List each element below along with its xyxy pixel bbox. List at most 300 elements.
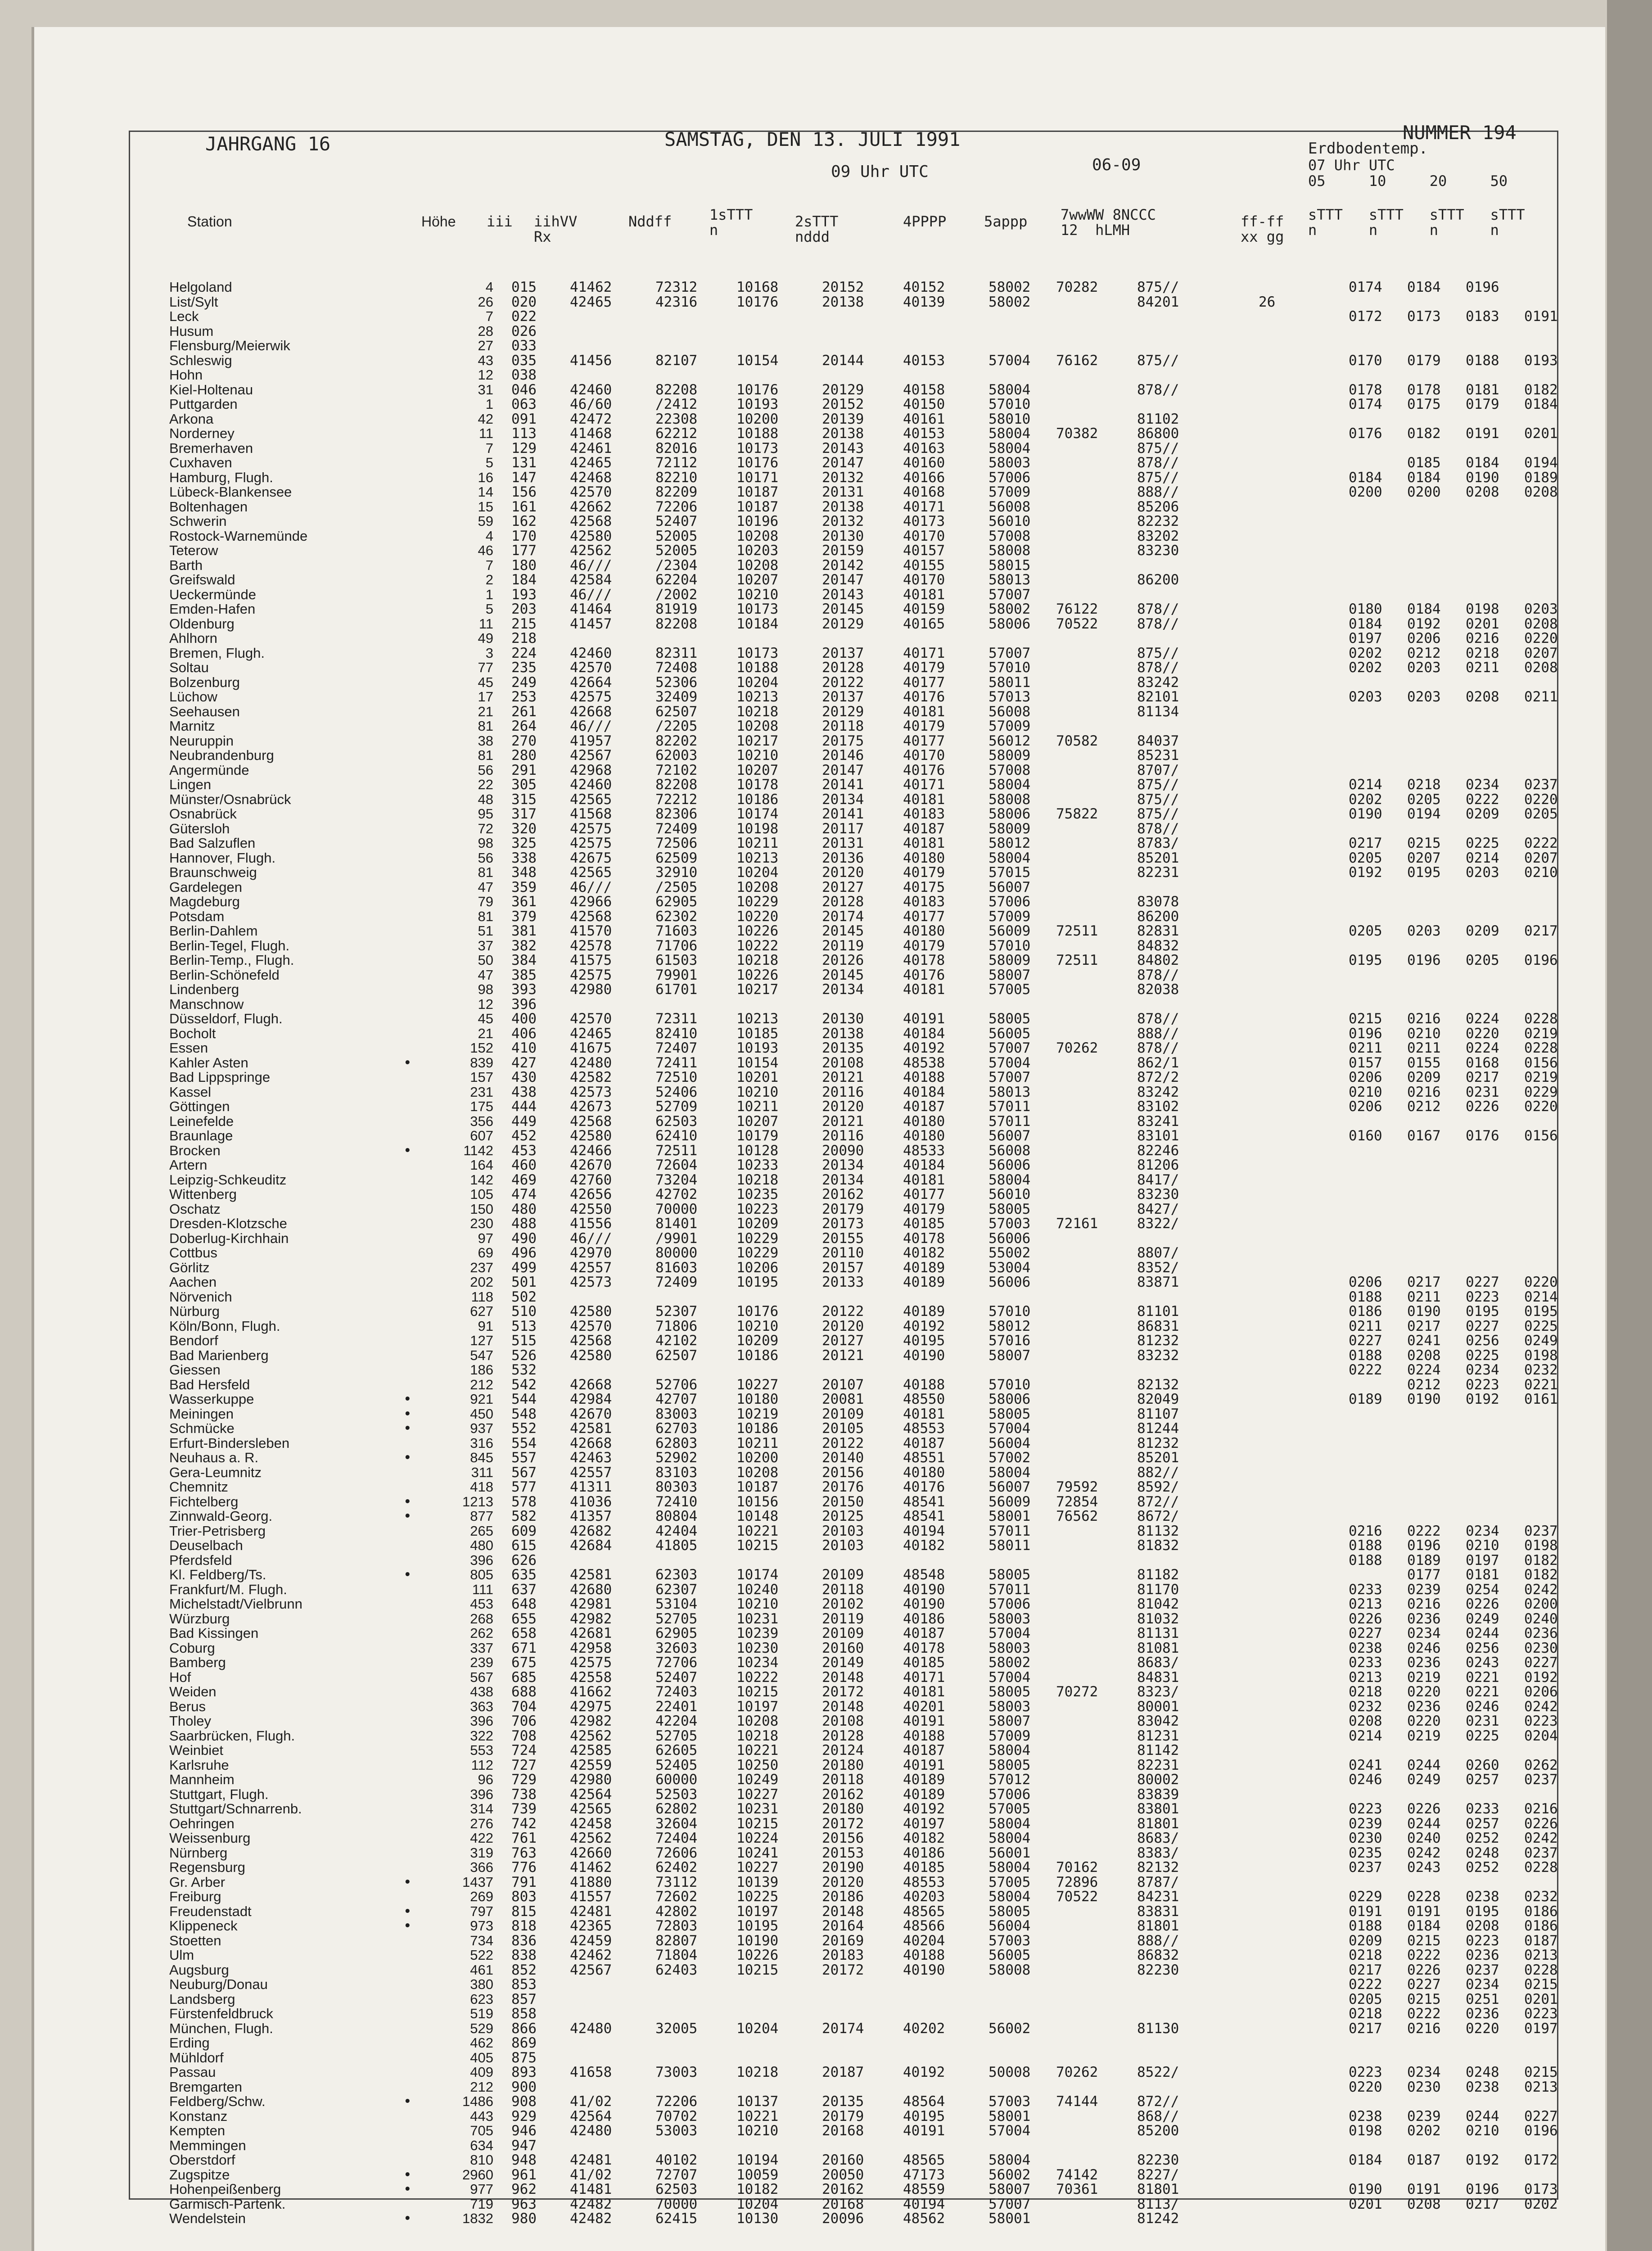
soil-50: 0219 <box>1524 1069 1558 1085</box>
5appp: 58004 <box>988 1742 1031 1758</box>
1sttt: 10218 <box>736 952 779 968</box>
volume-label: JAHRGANG 16 <box>205 133 331 155</box>
station-name: Berlin-Temp., Flugh. <box>169 952 294 968</box>
iii: 410 <box>511 1040 537 1056</box>
iii: 224 <box>511 645 537 661</box>
1sttt: 10186 <box>736 791 779 808</box>
station-height: 112 <box>471 1757 493 1773</box>
soil-05: 0233 <box>1349 1654 1382 1671</box>
1sttt: 10213 <box>736 850 779 866</box>
8nccc: 8683/ <box>1137 1830 1179 1846</box>
iii: 542 <box>511 1376 537 1393</box>
soil-05: 0200 <box>1349 484 1382 500</box>
station-height: 202 <box>470 1274 493 1290</box>
station-name: Hohn <box>169 367 203 383</box>
soil-20: 0214 <box>1466 850 1499 866</box>
soil-50: 0207 <box>1524 645 1558 661</box>
soil-20: 0184 <box>1466 455 1499 471</box>
soil-50: 0191 <box>1524 308 1558 325</box>
1sttt: 10059 <box>736 2166 779 2183</box>
nddff: 62905 <box>655 894 698 910</box>
8nccc: 81242 <box>1137 2210 1179 2227</box>
8nccc: 875// <box>1137 777 1179 793</box>
soil-05: 0189 <box>1349 1391 1382 1407</box>
iii: 946 <box>511 2123 537 2139</box>
1sttt: 10229 <box>736 1230 779 1247</box>
station-name: Dresden-Klotzsche <box>169 1216 287 1231</box>
iihvv: 42970 <box>570 1245 612 1261</box>
2sttt: 20159 <box>822 542 864 559</box>
table-row <box>34 1113 1605 1128</box>
mountain-marker: • <box>403 1918 412 1934</box>
soil-10: 0220 <box>1407 1713 1441 1729</box>
iihvv: 41036 <box>570 1493 612 1510</box>
soil-20: 0195 <box>1466 1903 1499 1920</box>
4pppp: 40175 <box>903 879 945 895</box>
soil-10: 0241 <box>1407 1333 1441 1349</box>
2sttt: 20118 <box>822 718 864 734</box>
2sttt: 20137 <box>822 689 864 705</box>
station-name: Neuburg/Donau <box>169 1976 268 1992</box>
2sttt: 20162 <box>822 2181 864 2197</box>
4pppp: 48562 <box>903 2210 945 2227</box>
table-row <box>34 1582 1605 1596</box>
iihvv: 42567 <box>570 747 612 764</box>
5appp: 58008 <box>988 791 1031 808</box>
4pppp: 47173 <box>903 2166 945 2183</box>
station-height: 311 <box>471 1464 493 1480</box>
mountain-marker: • <box>403 1493 412 1510</box>
2sttt: 20162 <box>822 1786 864 1803</box>
station-name: Helgoland <box>169 279 232 295</box>
table-row <box>34 1435 1605 1450</box>
2sttt: 20157 <box>822 1259 864 1276</box>
8nccc: 868// <box>1137 2108 1179 2124</box>
iihvv: 42559 <box>570 1757 612 1773</box>
table-row <box>34 1186 1605 1201</box>
8nccc: 82132 <box>1137 1859 1179 1876</box>
5appp: 57003 <box>988 1932 1031 1949</box>
table-row <box>34 2093 1605 2108</box>
iihvv: 46/60 <box>570 396 612 412</box>
soil-50: 0225 <box>1524 1318 1558 1334</box>
5appp: 56004 <box>988 1918 1031 1934</box>
8nccc: 8707/ <box>1137 762 1179 778</box>
iihvv: 42984 <box>570 1391 612 1407</box>
iihvv: 42982 <box>570 1610 612 1627</box>
nddff: 32005 <box>655 2020 698 2037</box>
soil-05: 0235 <box>1349 1844 1382 1861</box>
soil-05: 0188 <box>1349 1537 1382 1554</box>
iihvv: 46/// <box>570 557 612 574</box>
5appp: 57009 <box>988 484 1031 500</box>
nddff: /2505 <box>655 879 698 895</box>
iii: 671 <box>511 1640 537 1656</box>
8nccc: 82231 <box>1137 864 1179 881</box>
1sttt: 10229 <box>736 1245 779 1261</box>
iii: 567 <box>511 1464 537 1481</box>
nddff: 52709 <box>655 1098 698 1115</box>
1sttt: 10223 <box>736 1201 779 1217</box>
station-height: 461 <box>470 1962 493 1978</box>
1sttt: 10239 <box>736 1625 779 1641</box>
iii: 480 <box>511 1201 537 1217</box>
4pppp: 40181 <box>903 791 945 808</box>
station-height: 366 <box>470 1859 493 1875</box>
iii: 203 <box>511 601 537 617</box>
nddff: 62507 <box>655 703 698 720</box>
soil-50: 0242 <box>1524 1830 1558 1846</box>
4pppp: 40181 <box>903 1684 945 1700</box>
iii: 385 <box>511 967 537 983</box>
iii: 776 <box>511 1859 537 1876</box>
1sttt: 10204 <box>736 674 779 691</box>
5appp: 57011 <box>988 1523 1031 1539</box>
2sttt: 20186 <box>822 1889 864 1905</box>
5appp: 58004 <box>988 2152 1031 2168</box>
8nccc: 83101 <box>1137 1128 1179 1144</box>
station-name: Feldberg/Schw. <box>169 2093 266 2109</box>
soil-50: 0237 <box>1524 1772 1558 1788</box>
8nccc: 86200 <box>1137 908 1179 925</box>
8nccc: 81132 <box>1137 1523 1179 1539</box>
ff-gust: 26 <box>1259 294 1276 310</box>
5appp: 58005 <box>988 1757 1031 1773</box>
8nccc: 83230 <box>1137 542 1179 559</box>
nddff: 62303 <box>655 1567 698 1583</box>
8nccc: 875// <box>1137 469 1179 486</box>
5appp: 56008 <box>988 703 1031 720</box>
soil-20: 0209 <box>1466 806 1499 822</box>
1sttt: 10209 <box>736 1333 779 1349</box>
station-height: 72 <box>478 820 493 836</box>
soil-10: 0236 <box>1407 1610 1441 1627</box>
table-row <box>34 440 1605 455</box>
table-row <box>34 1889 1605 1903</box>
station-name: Angermünde <box>169 762 249 778</box>
5appp: 58004 <box>988 425 1031 442</box>
soil-05: 0238 <box>1349 1640 1382 1656</box>
iii: 170 <box>511 528 537 544</box>
iii: 474 <box>511 1186 537 1202</box>
4pppp: 40170 <box>903 528 945 544</box>
soil-05: 0205 <box>1349 923 1382 939</box>
5appp: 53004 <box>988 1259 1031 1276</box>
8nccc: 878// <box>1137 967 1179 983</box>
station-height: 127 <box>470 1333 493 1348</box>
station-name: Husum <box>169 323 214 339</box>
station-height: 453 <box>470 1596 493 1612</box>
soil-10: 0184 <box>1407 279 1441 295</box>
station-name: Brocken <box>169 1142 221 1158</box>
1sttt: 10222 <box>736 937 779 954</box>
soil-10: 0189 <box>1407 1552 1441 1568</box>
7wwww: 70382 <box>1056 425 1098 442</box>
2sttt: 20135 <box>822 2093 864 2110</box>
table-row <box>34 1742 1605 1757</box>
col-1sttt: 1sTTT n <box>709 206 753 239</box>
2sttt: 20124 <box>822 1742 864 1758</box>
station-name: Göttingen <box>169 1098 230 1114</box>
2sttt: 20138 <box>822 498 864 515</box>
7wwww: 70162 <box>1056 1859 1098 1876</box>
table-row <box>34 791 1605 806</box>
soil-20: 0231 <box>1466 1713 1499 1729</box>
station-name: Essen <box>169 1040 208 1056</box>
nddff: 62703 <box>655 1420 698 1437</box>
soil-10: 0217 <box>1407 1318 1441 1334</box>
iihvv: 42570 <box>570 1318 612 1334</box>
5appp: 58011 <box>988 1537 1031 1554</box>
table-row <box>34 835 1605 850</box>
1sttt: 10187 <box>736 484 779 500</box>
station-name: Leck <box>169 308 199 324</box>
4pppp: 40170 <box>903 572 945 588</box>
station-name: Konstanz <box>169 2108 228 2124</box>
8nccc: 83230 <box>1137 1186 1179 1202</box>
5appp: 56005 <box>988 1947 1031 1963</box>
soil-10: 0202 <box>1407 2123 1441 2139</box>
2sttt: 20090 <box>822 1142 864 1159</box>
iihvv: 46/// <box>570 586 612 603</box>
table-row <box>34 2123 1605 2138</box>
soil-20: 0227 <box>1466 1274 1499 1290</box>
2sttt: 20160 <box>822 1640 864 1656</box>
station-height: 337 <box>470 1640 493 1656</box>
iihvv: 41557 <box>570 1889 612 1905</box>
8nccc: 82049 <box>1137 1391 1179 1407</box>
table-row <box>34 1947 1605 1962</box>
4pppp: 40155 <box>903 557 945 574</box>
station-name: Trier-Petrisberg <box>169 1523 266 1539</box>
nddff: 82208 <box>655 381 698 398</box>
2sttt: 20145 <box>822 923 864 939</box>
nddff: 83003 <box>655 1406 698 1422</box>
5appp: 58010 <box>988 411 1031 427</box>
soil-20: 0256 <box>1466 1640 1499 1656</box>
soil-10: 0203 <box>1407 660 1441 676</box>
station-name: Berus <box>169 1698 206 1714</box>
table-row <box>34 1157 1605 1172</box>
station-height: 547 <box>470 1347 493 1363</box>
station-name: Bremerhaven <box>169 440 253 456</box>
station-name: Karlsruhe <box>169 1757 229 1773</box>
soil-05: 0223 <box>1349 1801 1382 1817</box>
5appp: 56012 <box>988 732 1031 749</box>
table-row <box>34 747 1605 762</box>
iii: 724 <box>511 1742 537 1758</box>
station-name: Kassel <box>169 1084 212 1100</box>
nddff: 81603 <box>655 1259 698 1276</box>
soil-10: 0212 <box>1407 645 1441 661</box>
soil-20: 0243 <box>1466 1654 1499 1671</box>
4pppp: 40187 <box>903 820 945 837</box>
soil-20: 0237 <box>1466 1962 1499 1978</box>
nddff: 81919 <box>655 601 698 617</box>
station-name: Lübeck-Blankensee <box>169 484 292 500</box>
table-row <box>34 1552 1605 1567</box>
nddff: 72312 <box>655 279 698 295</box>
8nccc: 8113/ <box>1137 2196 1179 2212</box>
8nccc: 81142 <box>1137 1742 1179 1758</box>
soil-05: 0188 <box>1349 1918 1382 1934</box>
7wwww: 79592 <box>1056 1479 1098 1495</box>
4pppp: 40182 <box>903 1245 945 1261</box>
nddff: 52705 <box>655 1610 698 1627</box>
8nccc: 81231 <box>1137 1727 1179 1744</box>
iihvv: 42573 <box>570 1084 612 1100</box>
5appp: 58005 <box>988 1406 1031 1422</box>
station-name: Mannheim <box>169 1772 235 1787</box>
2sttt: 20125 <box>822 1508 864 1524</box>
5appp: 57007 <box>988 1069 1031 1085</box>
nddff: /2002 <box>655 586 698 603</box>
col-station: Station <box>187 213 232 230</box>
soil-20: 0220 <box>1466 1025 1499 1042</box>
7wwww: 72896 <box>1056 1874 1098 1890</box>
4pppp: 40194 <box>903 1523 945 1539</box>
1sttt: 10217 <box>736 732 779 749</box>
table-row <box>34 1333 1605 1347</box>
soil-05: 0217 <box>1349 835 1382 851</box>
station-height: 142 <box>470 1171 493 1188</box>
5appp: 57004 <box>988 1420 1031 1437</box>
table-row <box>34 1069 1605 1084</box>
station-name: Arkona <box>169 411 214 427</box>
soil-50: 0228 <box>1524 1011 1558 1027</box>
2sttt: 20139 <box>822 411 864 427</box>
soil-50: 0237 <box>1524 777 1558 793</box>
iii: 235 <box>511 660 537 676</box>
iii: 193 <box>511 586 537 603</box>
7wwww: 70282 <box>1056 279 1098 295</box>
1sttt: 10171 <box>736 469 779 486</box>
iii: 291 <box>511 762 537 778</box>
nddff: 52307 <box>655 1303 698 1320</box>
soil-10: 0167 <box>1407 1128 1441 1144</box>
station-height: 1213 <box>462 1493 493 1510</box>
station-height: 937 <box>470 1420 493 1436</box>
soil-10: 0184 <box>1407 601 1441 617</box>
8nccc: 86800 <box>1137 425 1179 442</box>
2sttt: 20152 <box>822 279 864 295</box>
soil-05: 0176 <box>1349 425 1382 442</box>
station-height: 443 <box>470 2108 493 2124</box>
2sttt: 20109 <box>822 1567 864 1583</box>
soil-10: 0226 <box>1407 1801 1441 1817</box>
5appp: 58004 <box>988 1171 1031 1188</box>
iii: 866 <box>511 2020 537 2037</box>
1sttt: 10184 <box>736 615 779 632</box>
nddff: 62802 <box>655 1801 698 1817</box>
soil-10: 0230 <box>1407 2079 1441 2095</box>
table-row <box>34 1684 1605 1699</box>
5appp: 58004 <box>988 381 1031 398</box>
soil-20: 0192 <box>1466 2152 1499 2168</box>
iii: 869 <box>511 2035 537 2051</box>
soil-10: 0239 <box>1407 1581 1441 1598</box>
station-height: 634 <box>470 2137 493 2153</box>
8nccc: 83202 <box>1137 528 1179 544</box>
station-name: Saarbrücken, Flugh. <box>169 1727 295 1744</box>
8nccc: 84832 <box>1137 937 1179 954</box>
8nccc: 82231 <box>1137 1757 1179 1773</box>
soil-05: 0188 <box>1349 1552 1382 1568</box>
5appp: 57004 <box>988 352 1031 369</box>
4pppp: 40203 <box>903 1889 945 1905</box>
8nccc: 888// <box>1137 1932 1179 1949</box>
soil-20: 0254 <box>1466 1581 1499 1598</box>
station-name: Boltenhagen <box>169 498 248 515</box>
iii: 761 <box>511 1830 537 1846</box>
iihvv: 41570 <box>570 923 612 939</box>
table-row <box>34 1040 1605 1055</box>
table-row <box>34 2181 1605 2196</box>
nddff: 40102 <box>655 2152 698 2168</box>
col-5appp: 5appp <box>984 213 1028 230</box>
iii: 853 <box>511 1976 537 1993</box>
soil-20: 0217 <box>1466 1069 1499 1085</box>
iihvv: 42557 <box>570 1259 612 1276</box>
soil-20: 0256 <box>1466 1333 1499 1349</box>
1sttt: 10204 <box>736 2020 779 2037</box>
soil-10: 0191 <box>1407 2181 1441 2197</box>
5appp: 58011 <box>988 674 1031 691</box>
col-ffff: ff-ff xx gg <box>1241 213 1284 245</box>
iii: 315 <box>511 791 537 808</box>
4pppp: 40163 <box>903 440 945 457</box>
table-row <box>34 1143 1605 1157</box>
nddff: 73003 <box>655 2064 698 2080</box>
soil-50: 0215 <box>1524 2064 1558 2080</box>
8nccc: 81134 <box>1137 703 1179 720</box>
iihvv: 42673 <box>570 1098 612 1115</box>
station-height: 380 <box>470 1976 493 1992</box>
soil-20: 0220 <box>1466 2020 1499 2037</box>
soil-10: 0179 <box>1407 352 1441 369</box>
station-name: Greifswald <box>169 572 235 588</box>
7wwww: 74142 <box>1056 2166 1098 2183</box>
station-height: 47 <box>478 967 493 983</box>
soil-10: 0216 <box>1407 1596 1441 1612</box>
8nccc: 81131 <box>1137 1625 1179 1641</box>
2sttt: 20105 <box>822 1420 864 1437</box>
5appp: 57006 <box>988 1596 1031 1612</box>
iihvv: 42481 <box>570 1903 612 1920</box>
iihvv: 42480 <box>570 1054 612 1071</box>
table-row <box>34 587 1605 601</box>
7wwww: 70262 <box>1056 2064 1098 2080</box>
station-height: 4 <box>485 279 493 295</box>
table-row <box>34 294 1605 309</box>
5appp: 57003 <box>988 2093 1031 2110</box>
5appp: 57015 <box>988 864 1031 881</box>
soil-20: 0208 <box>1466 689 1499 705</box>
iii: 675 <box>511 1654 537 1671</box>
1sttt: 10208 <box>736 1713 779 1729</box>
table-row <box>34 455 1605 470</box>
nddff: 62410 <box>655 1128 698 1144</box>
iii: 893 <box>511 2064 537 2080</box>
soil-20: 0224 <box>1466 1040 1499 1056</box>
station-height: 111 <box>472 1581 493 1597</box>
nddff: 72404 <box>655 1830 698 1846</box>
5appp: 56005 <box>988 1025 1031 1042</box>
2sttt: 20172 <box>822 1815 864 1832</box>
4pppp: 40184 <box>903 1157 945 1173</box>
station-height: 157 <box>470 1069 493 1085</box>
5appp: 50008 <box>988 2064 1031 2080</box>
